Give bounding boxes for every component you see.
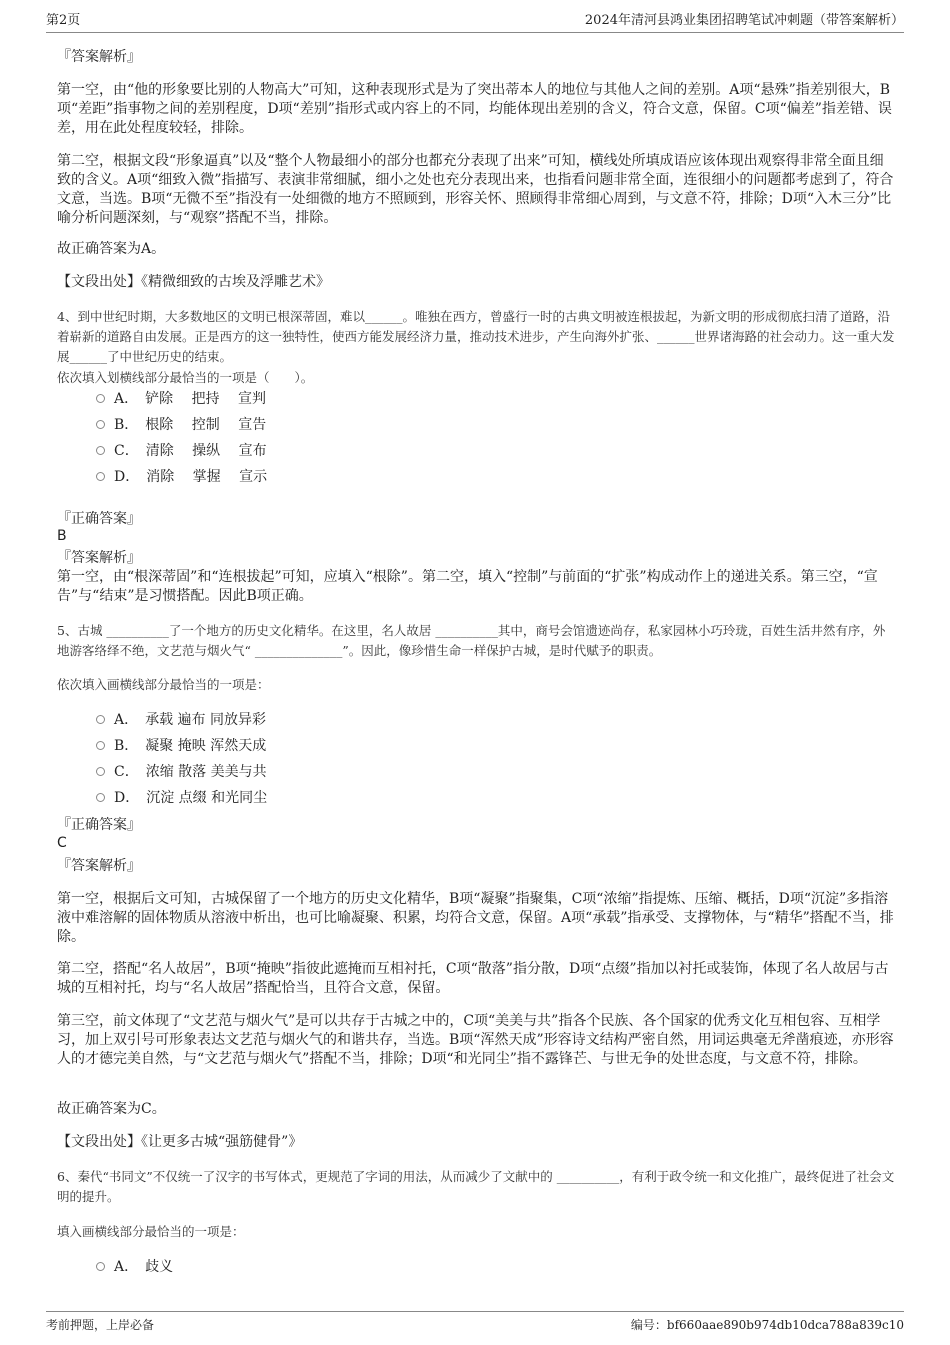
option-c[interactable] (96, 762, 267, 782)
page-number: 第2页 (46, 13, 81, 28)
analysis-paragraph: 第二空，搭配“名人故居”，B项“掩映”指彼此遮掩而互相衬托，C项“散落”指分散，D项“点缀”指加以衬托或装饰，体现了名人故居与古城的互相衬托，均与“名人故居”搭配恰当，且符合文意，保留。 (57, 961, 889, 996)
correct-answer: C (57, 835, 67, 851)
question-stem: 4、到中世纪时期，大多数地区的文明已根深蒂固，难以______。唯独在西方，曾盛行一时的古典文明被连根拔起，为新文明的形成彻底扫清了道路，沿着崭新的道路自由发展。正是西方的这一独特性，使西方能发展经济力量，推动技术进步，产生向海外扩张、______世界诸海路的社会动力。这一重大发展______了中世纪历史的结束。 (57, 309, 895, 364)
footer-slogan: 考前押题，上岸必备 (46, 1318, 155, 1332)
option-a[interactable] (96, 710, 266, 730)
option-d[interactable] (96, 467, 267, 487)
radio-icon[interactable] (96, 767, 105, 776)
radio-icon[interactable] (96, 446, 105, 455)
conclusion-text: 故正确答案为C。 (57, 1101, 166, 1117)
document-title: 2024年清河县鸿业集团招聘笔试冲刺题（带答案解析） (584, 13, 904, 28)
correct-answer-label: 『正确答案』 (57, 817, 141, 833)
option-label: D． 沉淀 点缀 和光同尘 (114, 790, 268, 806)
option-c[interactable] (96, 441, 267, 461)
analysis-label: 『答案解析』 (57, 858, 141, 874)
radio-icon[interactable] (96, 394, 105, 403)
question-stem: 5、古城 __________了一个地方的历史文化精华。在这里，名人故居 __________其中，商号会馆遗迹尚存，私家园林小巧玲珑，百姓生活井然有序，外地游客络绎不绝，文艺范与烟火气“ ______________”。因此，像珍惜生命一样保护古城，是时代赋予的职责。 (57, 623, 886, 658)
radio-icon[interactable] (96, 1262, 105, 1271)
analysis-paragraph: 第一空，根据后文可知，古城保留了一个地方的历史文化精华，B项“凝聚”指聚集，C项“浓缩”指提炼、压缩、概括，D项“沉淀”多指溶液中难溶解的固体物质从溶液中析出，也可比喻凝聚、积累，均符合文意，保留。A项“承载”指承受、支撑物体，与“精华”搭配不当，排除。 (57, 891, 894, 945)
analysis-label: 『答案解析』 (57, 550, 141, 566)
question-prompt: 依次填入划横线部分最恰当的一项是（ ）。 (57, 370, 314, 385)
option-label: B． 凝聚 掩映 浑然天成 (114, 738, 267, 754)
option-label: B． 根除 控制 宣告 (114, 417, 267, 433)
option-label: A． 铲除 把持 宣判 (114, 391, 267, 407)
option-label: A． 承载 遍布 同放异彩 (114, 712, 267, 728)
conclusion-text: 故正确答案为A。 (57, 241, 166, 257)
option-d[interactable] (96, 788, 267, 808)
radio-icon[interactable] (96, 420, 105, 429)
page-footer (46, 1311, 904, 1336)
option-a[interactable] (96, 389, 266, 409)
analysis-paragraph: 第三空，前文体现了“文艺范与烟火气”是可以共存于古城之中的，C项“美美与共”指各个民族、各个国家的优秀文化互相包容、互相学习，加上双引号可形象表达文艺范与烟火气的和谐共存，当选。B项“浑然天成”形容诗文结构严密自然，用词运典毫无斧凿痕迹，亦形容人的才德完美自然，与“文艺范与烟火气”搭配不当，排除；D项“和光同尘”指不露锋芒、与世无争的处世态度，与文意不符，排除。 (57, 1013, 894, 1067)
source-citation: 【文段出处】《让更多古城“强筋健骨”》 (57, 1134, 303, 1150)
analysis-paragraph: 第一空，由“根深蒂固”和“连根拔起”可知，应填入“根除”。第二空，填入“控制”与前面的“扩张”构成动作上的递进关系。第三空，“宣告”与“结束”是习惯搭配。因此B项正确。 (57, 569, 878, 604)
radio-icon[interactable] (96, 715, 105, 724)
option-a[interactable] (96, 1257, 173, 1277)
option-b[interactable] (96, 736, 266, 756)
option-label: C． 浓缩 散落 美美与共 (114, 764, 267, 780)
correct-answer: B (57, 528, 67, 544)
document-id: 编号：bf660aae890b974db10dca788a839c10 (630, 1318, 904, 1332)
radio-icon[interactable] (96, 741, 105, 750)
analysis-paragraph: 第一空，由“他的形象要比别的人物高大”可知，这种表现形式是为了突出蒂本人的地位与其他人之间的差别。A项“悬殊”指差别很大，B项“差距”指事物之间的差别程度，D项“差别”指形式或内容上的不同，均能体现出差别的含义，符合文意，保留。C项“偏差”指差错、误差，用在此处程度较轻，排除。 (57, 82, 892, 136)
correct-answer-label: 『正确答案』 (57, 511, 141, 527)
option-b[interactable] (96, 415, 266, 435)
question-stem: 6、秦代“书同文”不仅统一了汉字的书写体式，更规范了字词的用法，从而减少了文献中的 __________，有利于政令统一和文化推广，最终促进了社会文明的提升。 (57, 1169, 895, 1204)
question-prompt: 填入画横线部分最恰当的一项是： (57, 1224, 245, 1239)
question-prompt: 依次填入画横线部分最恰当的一项是： (57, 677, 270, 692)
page-header (46, 12, 904, 33)
analysis-paragraph: 第二空，根据文段“形象逼真”以及“整个人物最细小的部分也都充分表现了出来”可知，横线处所填成语应该体现出观察得非常全面且细致的含义。A项“细致入微”指描写、表演非常细腻，细小之处也充分表现出来，也指看问题非常全面，连很细小的问题都考虑到了，符合文意，当选。B项“无微不至”指没有一处细微的地方不照顾到，形容关怀、照顾得非常细心周到，与文意不符，排除；D项“入木三分”比喻分析问题深刻，与“观察”搭配不当，排除。 (57, 153, 894, 226)
option-label: A． 歧义 (114, 1259, 174, 1275)
source-citation: 【文段出处】《精微细致的古埃及浮雕艺术》 (57, 274, 330, 290)
option-label: D． 消除 掌握 宣示 (114, 469, 268, 485)
option-label: C． 清除 操纵 宣布 (114, 443, 267, 459)
radio-icon[interactable] (96, 472, 105, 481)
analysis-label: 『答案解析』 (57, 49, 141, 65)
radio-icon[interactable] (96, 793, 105, 802)
